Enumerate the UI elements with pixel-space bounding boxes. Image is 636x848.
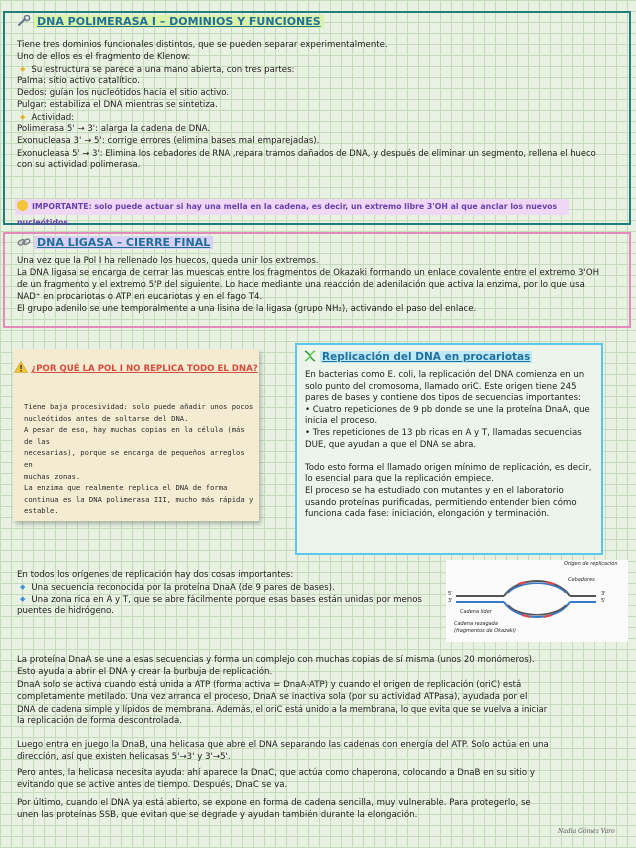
bottom-line: la replicación de forma descontrolada. <box>17 716 183 726</box>
bottom-line: unen las proteínas SSB, que evitan que se degrade y ayudan también durante la elongación. <box>17 810 418 820</box>
section3-spacer <box>305 451 595 463</box>
bottom-line: dirección, así que existen helicasas 5'→3' y 3'→5'. <box>17 752 231 762</box>
section1-bullet: ◆ Actividad: <box>20 112 74 125</box>
section3-line: DUE, que ayudan a que el DNA se abra. <box>305 439 477 450</box>
section2-heading <box>17 236 213 249</box>
bottom-line: La proteína DnaA se une a esas secuencias y forma un complejo con muchas copias de sí misma (unos 20 monómeros). <box>17 655 535 665</box>
origins-item: ◆ Una zona rica en A y T, que se abre fácilmente porque esas bases están unidas por menos <box>20 594 422 607</box>
note-line: muchas zonas. <box>24 471 81 481</box>
diagram-label-3r: 3' <box>601 591 606 597</box>
section1-heading <box>17 15 324 28</box>
sticky-note <box>13 349 259 521</box>
section3-line: El proceso se ha estudiado con mutantes y en el laboratorio <box>305 485 564 496</box>
bottom-line: DNA de cadena simple y lípidos de membrana. Además, el oriC está unido a la membrana, lo que evita que se vuelva a iniciar <box>17 704 548 714</box>
section1-line: Palma: sitio activo catalítico. <box>17 76 140 86</box>
section3-line: usando proteínas purificadas, permitiendo entender bien cómo <box>305 497 577 508</box>
section3-line: lo esencial para que la replicación empiece. <box>305 474 494 485</box>
note-line: continua es la DNA polimerasa III, mucho más rápida y <box>24 494 254 504</box>
section2-line: de un fragmento y el extremo 5'P del siguiente. Lo hace mediante una reacción de adenilación que activa la enzima, por lo que usa <box>17 280 585 290</box>
section3-line: Todo esto forma el llamado origen mínimo de replicación, es decir, <box>305 462 592 473</box>
diagram-label-lagging2: (fragmentos de Okazaki) <box>454 628 516 634</box>
section3-line: • Tres repeticiones de 13 pb ricas en A y T, llamadas secuencias <box>305 427 582 438</box>
important-text: IMPORTANTE: solo puede actuar si hay una mella en la cadena, es decir, un extremo libre 3'OH al que anclar los nuevos nucleótidos. <box>17 202 558 227</box>
bottom-line: DnaA solo se activa cuando está unida a ATP (forma activa = DnaA-ATP) y cuando el origen de replicación (oriC) está <box>17 680 522 690</box>
section1-title: DNA POLIMERASA I – DOMINIOS Y FUNCIONES <box>34 15 324 28</box>
section1-line: Pulgar: estabiliza el DNA mientras se sintetiza. <box>17 100 218 110</box>
section2-title: DNA LIGASA – CIERRE FINAL <box>34 236 213 249</box>
section2-line: Una vez que la Pol I ha rellenado los huecos, queda unir los extremos. <box>17 256 319 266</box>
diagram-label-5l: 5' <box>448 591 453 597</box>
replication-bubble-diagram <box>446 560 628 642</box>
section3-line: inicia el proceso. <box>305 416 378 427</box>
section3-title: Replicación del DNA en procariotas <box>322 351 531 363</box>
section1-line: Tiene tres dominios funcionales distintos, que se pueden separar experimentalmente. <box>17 40 388 50</box>
section1-line: Uno de ellos es el fragmento de Klenow: <box>17 52 191 62</box>
diagram-label-primers: Cebadores <box>568 577 595 583</box>
important-callout <box>15 199 569 227</box>
bottom-line: Por último, cuando el DNA ya está abierto, se expone en forma de cadena sencilla, muy vulnerable. Para protegerlo, se <box>17 798 531 808</box>
section2-line: El grupo adenilo se une temporalmente a una lisina de la ligasa (grupo NH₂), activando el paso del enlace. <box>17 304 477 314</box>
note-line: nucleótidos antes de soltarse del DNA. <box>24 413 189 423</box>
note-line: Tiene baja procesividad: solo puede añadir unos pocos <box>24 402 254 411</box>
section1-line: Exonucleasa 5' → 3': Elimina los cebadores de RNA ,repara tramos dañados de DNA, y después de eliminar un segmento, rellena el hueco <box>17 148 596 158</box>
yellow-dot-icon <box>17 200 28 211</box>
note-line: necesarias), porque se encarga de pequeños arreglos en <box>24 448 245 469</box>
bottom-line: Pero antes, la helicasa necesita ayuda: ahí aparece la DnaC, que actúa como chaperona, colocando a DnaB en su sitio y <box>17 768 535 778</box>
section3-line: En bacterias como E. coli, la replicación del DNA comienza en un <box>305 370 585 380</box>
diagram-label-leading: Cadena líder <box>460 609 492 615</box>
origins-intro: En todos los orígenes de replicación hay dos cosas importantes: <box>17 570 294 580</box>
signature: Nadia Gómez Varo <box>558 828 615 835</box>
section3-line: funciona cada fase: iniciación, elongación y terminación. <box>305 509 550 520</box>
section-replicacion-procariotas <box>295 343 603 555</box>
diagram-label-3l: 3' <box>448 598 453 604</box>
note-title: ¿POR QUÉ LA POL I NO REPLICA TODO EL DNA? <box>31 364 258 374</box>
note-heading <box>13 361 259 374</box>
note-line: A pesar de eso, hay muchas copias en la célula (más de las <box>24 425 245 446</box>
origins-item-cont: puentes de hidrógeno. <box>17 606 114 616</box>
wrench-icon <box>17 15 31 27</box>
section3-line: • Cuatro repeticiones de 9 pb donde se une la proteína DnaA, que <box>305 404 590 415</box>
section2-line: La DNA ligasa se encarga de cerrar las muescas entre los fragmentos de Okazaki formando un enlace covalente entre el extremo 3'OH <box>17 268 600 278</box>
link-icon <box>17 236 31 248</box>
dna-icon <box>303 350 317 362</box>
section3-heading <box>303 350 532 363</box>
bottom-line: Esto ayuda a abrir el DNA y crear la burbuja de replicación. <box>17 667 273 677</box>
diagram-label-origin: Origen de replicación <box>564 561 618 567</box>
diagram-label-lagging: Cadena rezagada <box>454 621 498 627</box>
section3-line: solo punto del cromosoma, llamado oriC. Este origen tiene 245 <box>305 381 577 392</box>
section3-body <box>305 370 595 521</box>
section1-line: Polimerasa 5' → 3': alarga la cadena de DNA. <box>17 124 211 134</box>
origins-item: ◆ Una secuencia reconocida por la proteína DnaA (de 9 pares de bases). <box>20 582 335 595</box>
section1-line: Dedos: guían los nucleótidos hacia el sitio activo. <box>17 88 230 98</box>
bottom-line: completamente metilado. Una vez arranca el proceso, DnaA se inactiva sola (por su actividad ATPasa), ayudada por el <box>17 692 528 702</box>
section1-bullet: ◆ Su estructura se parece a una mano abierta, con tres partes: <box>20 64 294 77</box>
section1-line: con su actividad polimerasa. <box>17 160 141 170</box>
bottom-line: Luego entra en juego la DnaB, una helicasa que abre el DNA separando las cadenas con energía del ATP. Solo actúa en una <box>17 740 549 750</box>
section1-line: Exonucleasa 3' → 5': corrige errores (elimina bases mal emparejadas). <box>17 136 320 146</box>
warning-icon <box>14 361 28 373</box>
section3-line: pares de bases y contiene dos tipos de secuencias importantes: <box>305 393 581 404</box>
note-body <box>24 401 256 517</box>
note-line: La enzima que realmente replica el DNA de forma <box>24 483 228 493</box>
bottom-line: evitando que se active antes de tiempo. Después, DnaC se va. <box>17 780 288 790</box>
diagram-label-5r: 5' <box>601 598 606 604</box>
note-line: estable. <box>24 506 59 516</box>
section2-line: NAD⁺ en procariotas o ATP en eucariotas y en el fago T4. <box>17 292 263 302</box>
